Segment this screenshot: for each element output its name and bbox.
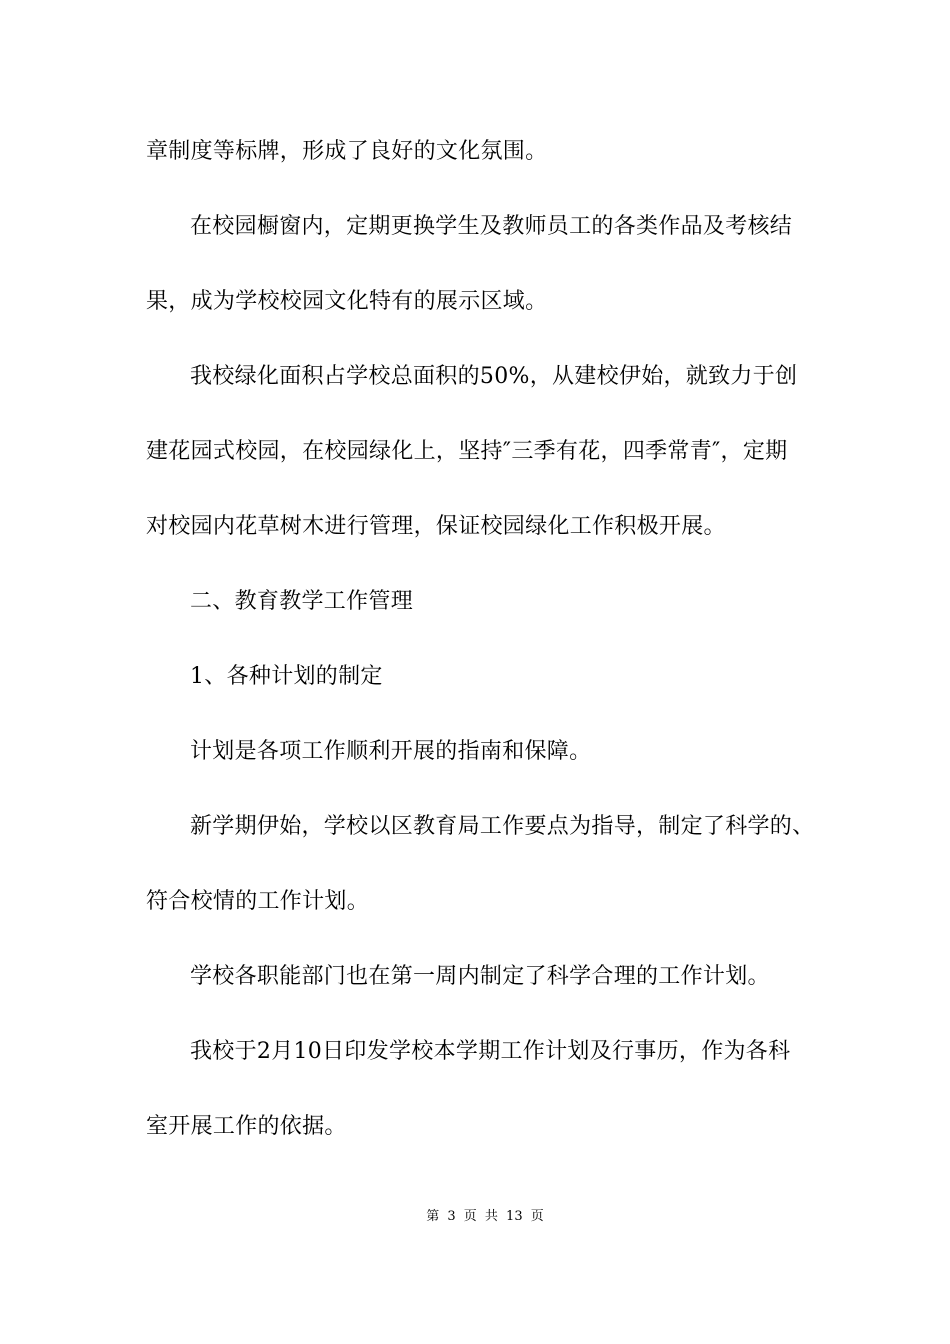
- text-line: 我校绿化面积占学校总面积的50%，从建校伊始，就致力于创: [190, 364, 798, 389]
- text-line: 章制度等标牌，形成了良好的文化氛围。: [146, 139, 548, 164]
- subsection-heading: 1、各种计划的制定: [190, 664, 383, 689]
- text-line: 学校各职能部门也在第一周内制定了科学合理的工作计划。: [190, 964, 770, 989]
- text-line: 果，成为学校校园文化特有的展示区域。: [146, 289, 548, 314]
- section-heading: 二、教育教学工作管理: [190, 589, 414, 614]
- text-line: 室开展工作的依据。: [146, 1114, 347, 1139]
- text-line: 符合校情的工作计划。: [146, 889, 370, 914]
- text-line: 我校于2月10日印发学校本学期工作计划及行事历，作为各科: [190, 1039, 791, 1064]
- text-line: 对校园内花草树木进行管理，保证校园绿化工作积极开展。: [146, 514, 726, 539]
- text-line: 建花园式校园，在校园绿化上，坚持″三季有花，四季常青″，定期: [146, 439, 788, 464]
- page-number-footer: 第 3 页 共 13 页: [426, 1209, 544, 1224]
- text-line: 计划是各项工作顺利开展的指南和保障。: [190, 739, 592, 764]
- text-line: 新学期伊始，学校以区教育局工作要点为指导，制定了科学的、: [190, 814, 815, 839]
- text-line: 在校园橱窗内，定期更换学生及教师员工的各类作品及考核结: [190, 214, 793, 239]
